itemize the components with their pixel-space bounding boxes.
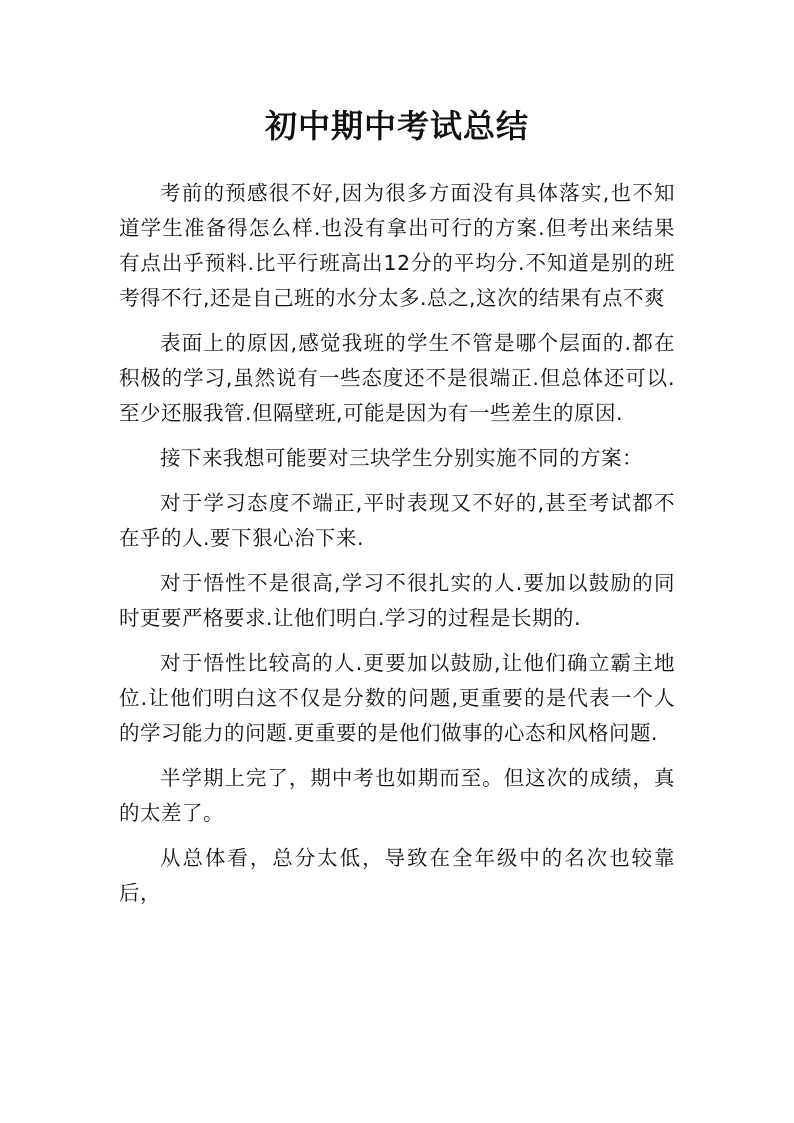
paragraph-5: 对于悟性不是很高,学习不很扎实的人.要加以鼓励的同时更要严格要求.让他们明白.学习的过程是长期的. — [119, 571, 675, 630]
paragraph-8: 从总体看，总分太低，导致在全年级中的名次也较靠后， — [119, 846, 675, 905]
paragraph-3: 接下来我想可能要对三块学生分别实施不同的方案： — [160, 446, 643, 470]
paragraph-1: 考前的预感很不好,因为很多方面没有具体落实,也不知道学生准备得怎么样.也没有拿出可行的方案.但考出来结果有点出乎预料.比平行班高出12分的平均分.不知道是别的班考得不行,还是自己班的水分太多.总之,这次的结果有点不爽 — [119, 181, 675, 310]
paragraph-4: 对于学习态度不端正,平时表现又不好的,甚至考试都不在乎的人.要下狠心治下来. — [119, 491, 675, 550]
paragraph-6: 对于悟性比较高的人.更要加以鼓励,让他们确立霸主地位.让他们明白这不仅是分数的问题,更重要的是代表一个人的学习能力的问题.更重要的是他们做事的心态和风格问题. — [119, 651, 675, 745]
document-title: 初中期中考试总结 — [264, 107, 529, 145]
paragraph-7: 半学期上完了，期中考也如期而至。但这次的成绩，真的太差了。 — [119, 766, 675, 825]
document-body — [119, 176, 675, 921]
paragraph-2: 表面上的原因,感觉我班的学生不管是哪个层面的.都在积极的学习,虽然说有一些态度还不是很端正.但总体还可以.至少还服我管.但隔壁班,可能是因为有一些差生的原因. — [119, 331, 675, 425]
